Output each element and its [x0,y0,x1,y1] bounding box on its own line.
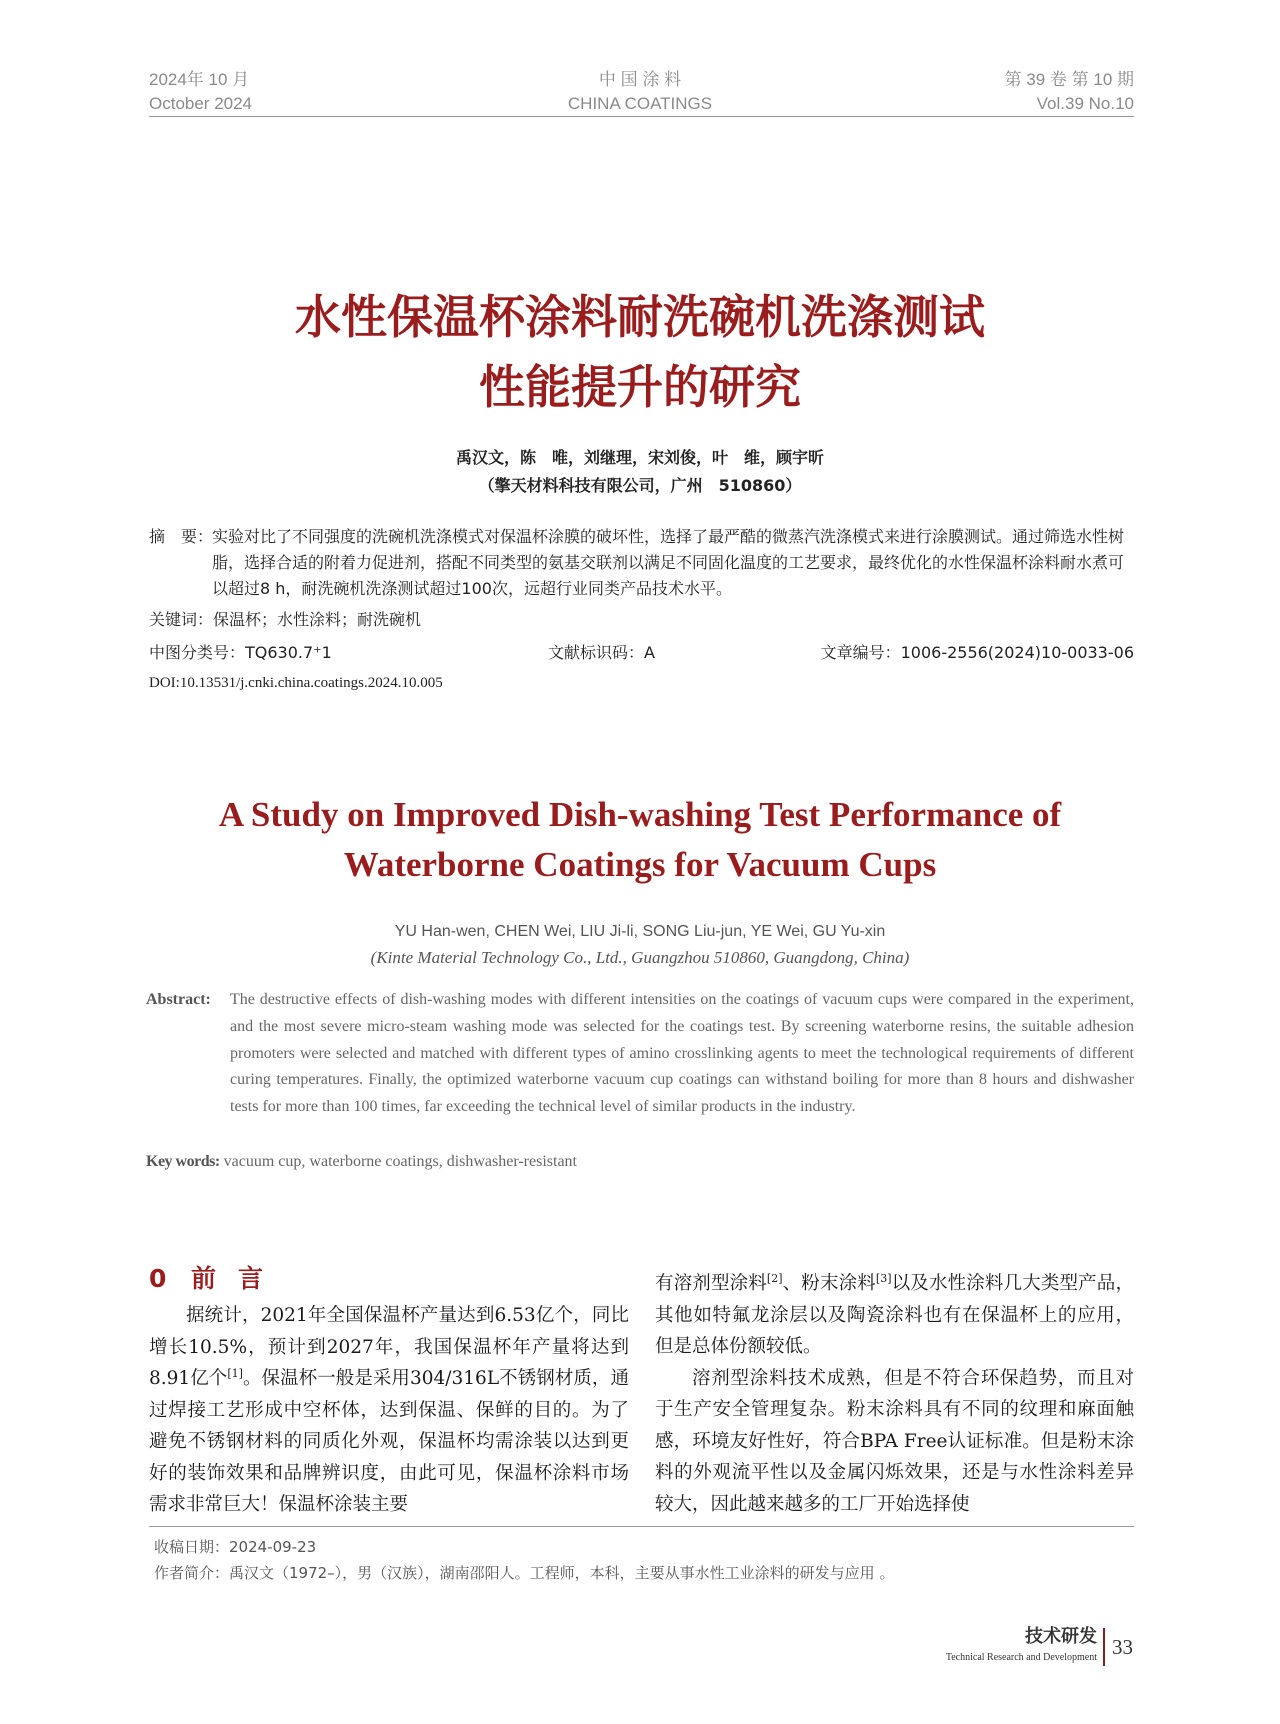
issue-volume-cn: 第 39 卷 第 10 期 [1004,70,1134,89]
abstract-en-text: The destructive effects of dish-washing modes with different intensities on the coatings of vacuum cups were compared in the experiment, and the most severe micro-steam washing mode was selected for the coatings test. By screening waterborne resins, the suitable adhesion promoters were selected and matched with different types of amino crosslinking agents to meet the technological requirements of different curing temperatures. Finally, the optimized waterborne vacuum cup coatings can withstand boiling for more than 8 hours and dishwasher tests for more than 100 times, far exceeding the technical level of similar products in the industry. [230,991,1134,1116]
citation-ref[interactable]: [1] [227,1366,243,1380]
citation-ref[interactable]: [3] [875,1271,892,1285]
keywords-cn: 关键词：保温杯；水性涂料；耐洗碗机 [149,610,422,629]
keywords-en-text: vacuum cup, waterborne coatings, dishwasher-resistant [223,1153,577,1170]
authors-en: YU Han-wen, CHEN Wei, LIU Ji-li, SONG Liu-jun, YE Wei, GU Yu-xin [394,923,886,940]
paragraph-text: 、粉末涂料 [782,1273,876,1294]
paragraph-text: 有溶剂型涂料 [655,1273,767,1294]
paragraph [655,1268,1134,1363]
issue-date-cn: 2024年 10 月 [149,70,250,89]
keywords-en [146,1150,577,1174]
paragraph-text: 据统计，2021年全国保温杯产量达到6.53亿个，同比增长10.5%，预计到2027年，我国保温杯年产量将达到8.91亿个 [149,1305,629,1389]
section-number: 0 [149,1264,167,1293]
abstract-en [146,987,1134,1121]
footnote-divider [149,1526,1134,1527]
article-number: 文章编号：1006-2556(2024)10-0033-06 [820,643,1134,662]
affiliation-cn: （擎天材料科技有限公司，广州 510860） [478,476,802,495]
abstract-en-label: Abstract: [146,991,211,1008]
paragraph: 溶剂型涂料技术成熟，但是不符合环保趋势，而且对于生产安全管理复杂。粉末涂料具有不同的纹理和麻面触感，环境友好性好，符合BPA Free认证标准。但是粉末涂料的外观流平性以及金属闪烁效果，还是与水性涂料差异较大，因此越来越多的工厂开始选择使 [655,1367,1134,1515]
issue-date-en: October 2024 [149,94,253,113]
document-code: 文献标识码：A [548,643,655,662]
issue-volume-en: Vol.39 No.10 [1036,94,1134,113]
page-number: 33 [1112,1635,1133,1659]
author-bio: 作者简介：禹汉文（1972–），男（汉族），湖南邵阳人。工程师，本科，主要从事水性工业涂料的研发与应用 。 [154,1564,895,1582]
body-column-right [655,1268,1134,1520]
paragraph [149,1300,629,1521]
citation-ref[interactable]: [2] [766,1271,783,1285]
paragraph-text: 以及水性涂料几大类型产品，其他如特氟龙涂层以及陶瓷涂料也有在保温杯上的应用，但是总体份额较低。 [655,1273,1134,1357]
journal-name-cn: 中 国 涂 料 [598,70,682,89]
abstract-cn [149,524,1134,602]
affiliation-en: (Kinte Material Technology Co., Ltd., Guangzhou 510860, Guangdong, China) [370,948,910,967]
paper-title-cn-line1: 水性保温杯涂料耐洗碗机洗涤测试 [295,290,985,344]
received-date: 收稿日期：2024-09-23 [154,1538,317,1556]
doi: DOI:10.13531/j.cnki.china.coatings.2024.10.005 [149,675,443,691]
footer-section-en: Technical Research and Development [945,1652,1097,1663]
keywords-en-label: Key words: [146,1153,220,1170]
journal-name-en: CHINA COATINGS [567,94,713,113]
paper-title-cn [0,282,1280,422]
paper-title-en-line1: A Study on Improved Dish-washing Test Performance of [218,795,1062,834]
abstract-cn-label: 摘 要： [149,527,214,546]
authors-cn: 禹汉文，陈 唯，刘继理，宋刘俊，叶 维，顾宇昕 [455,448,824,467]
section-title: 前言 [191,1264,286,1293]
body-column-left [149,1300,629,1521]
abstract-cn-text: 实验对比了不同强度的洗碗机洗涤模式对保温杯涂膜的破坏性，选择了最严酷的微蒸汽洗涤模式来进行涂膜测试。通过筛选水性树脂，选择合适的附着力促进剂，搭配不同类型的氨基交联剂以满足不同固化温度的工艺要求，最终优化的水性保温杯涂料耐水煮可以超过8 h，耐洗碗机洗涤测试超过100次，远超行业同类产品技术水平。 [212,527,1125,598]
footer-divider-bar [1103,1628,1105,1666]
footer-section-cn: 技术研发 [1025,1626,1097,1647]
clc-number: 中图分类号：TQ630.7⁺1 [149,643,332,662]
paper-title-en [0,790,1280,890]
paper-title-en-line2: Waterborne Coatings for Vacuum Cups [343,845,937,884]
paper-title-cn-line2: 性能提升的研究 [479,360,801,414]
issue-volume [1005,68,1134,116]
section-heading [149,1262,285,1296]
header-divider [149,116,1134,117]
paragraph-text: 。保温杯一般是采用304/316L不锈钢材质，通过焊接工艺形成中空杯体，达到保温、保鲜的目的。为了避免不锈钢材料的同质化外观，保温杯均需涂装以达到更好的装饰效果和品牌辨识度，由此可见，保温杯涂料市场需求非常巨大！保温杯涂装主要 [149,1368,629,1515]
